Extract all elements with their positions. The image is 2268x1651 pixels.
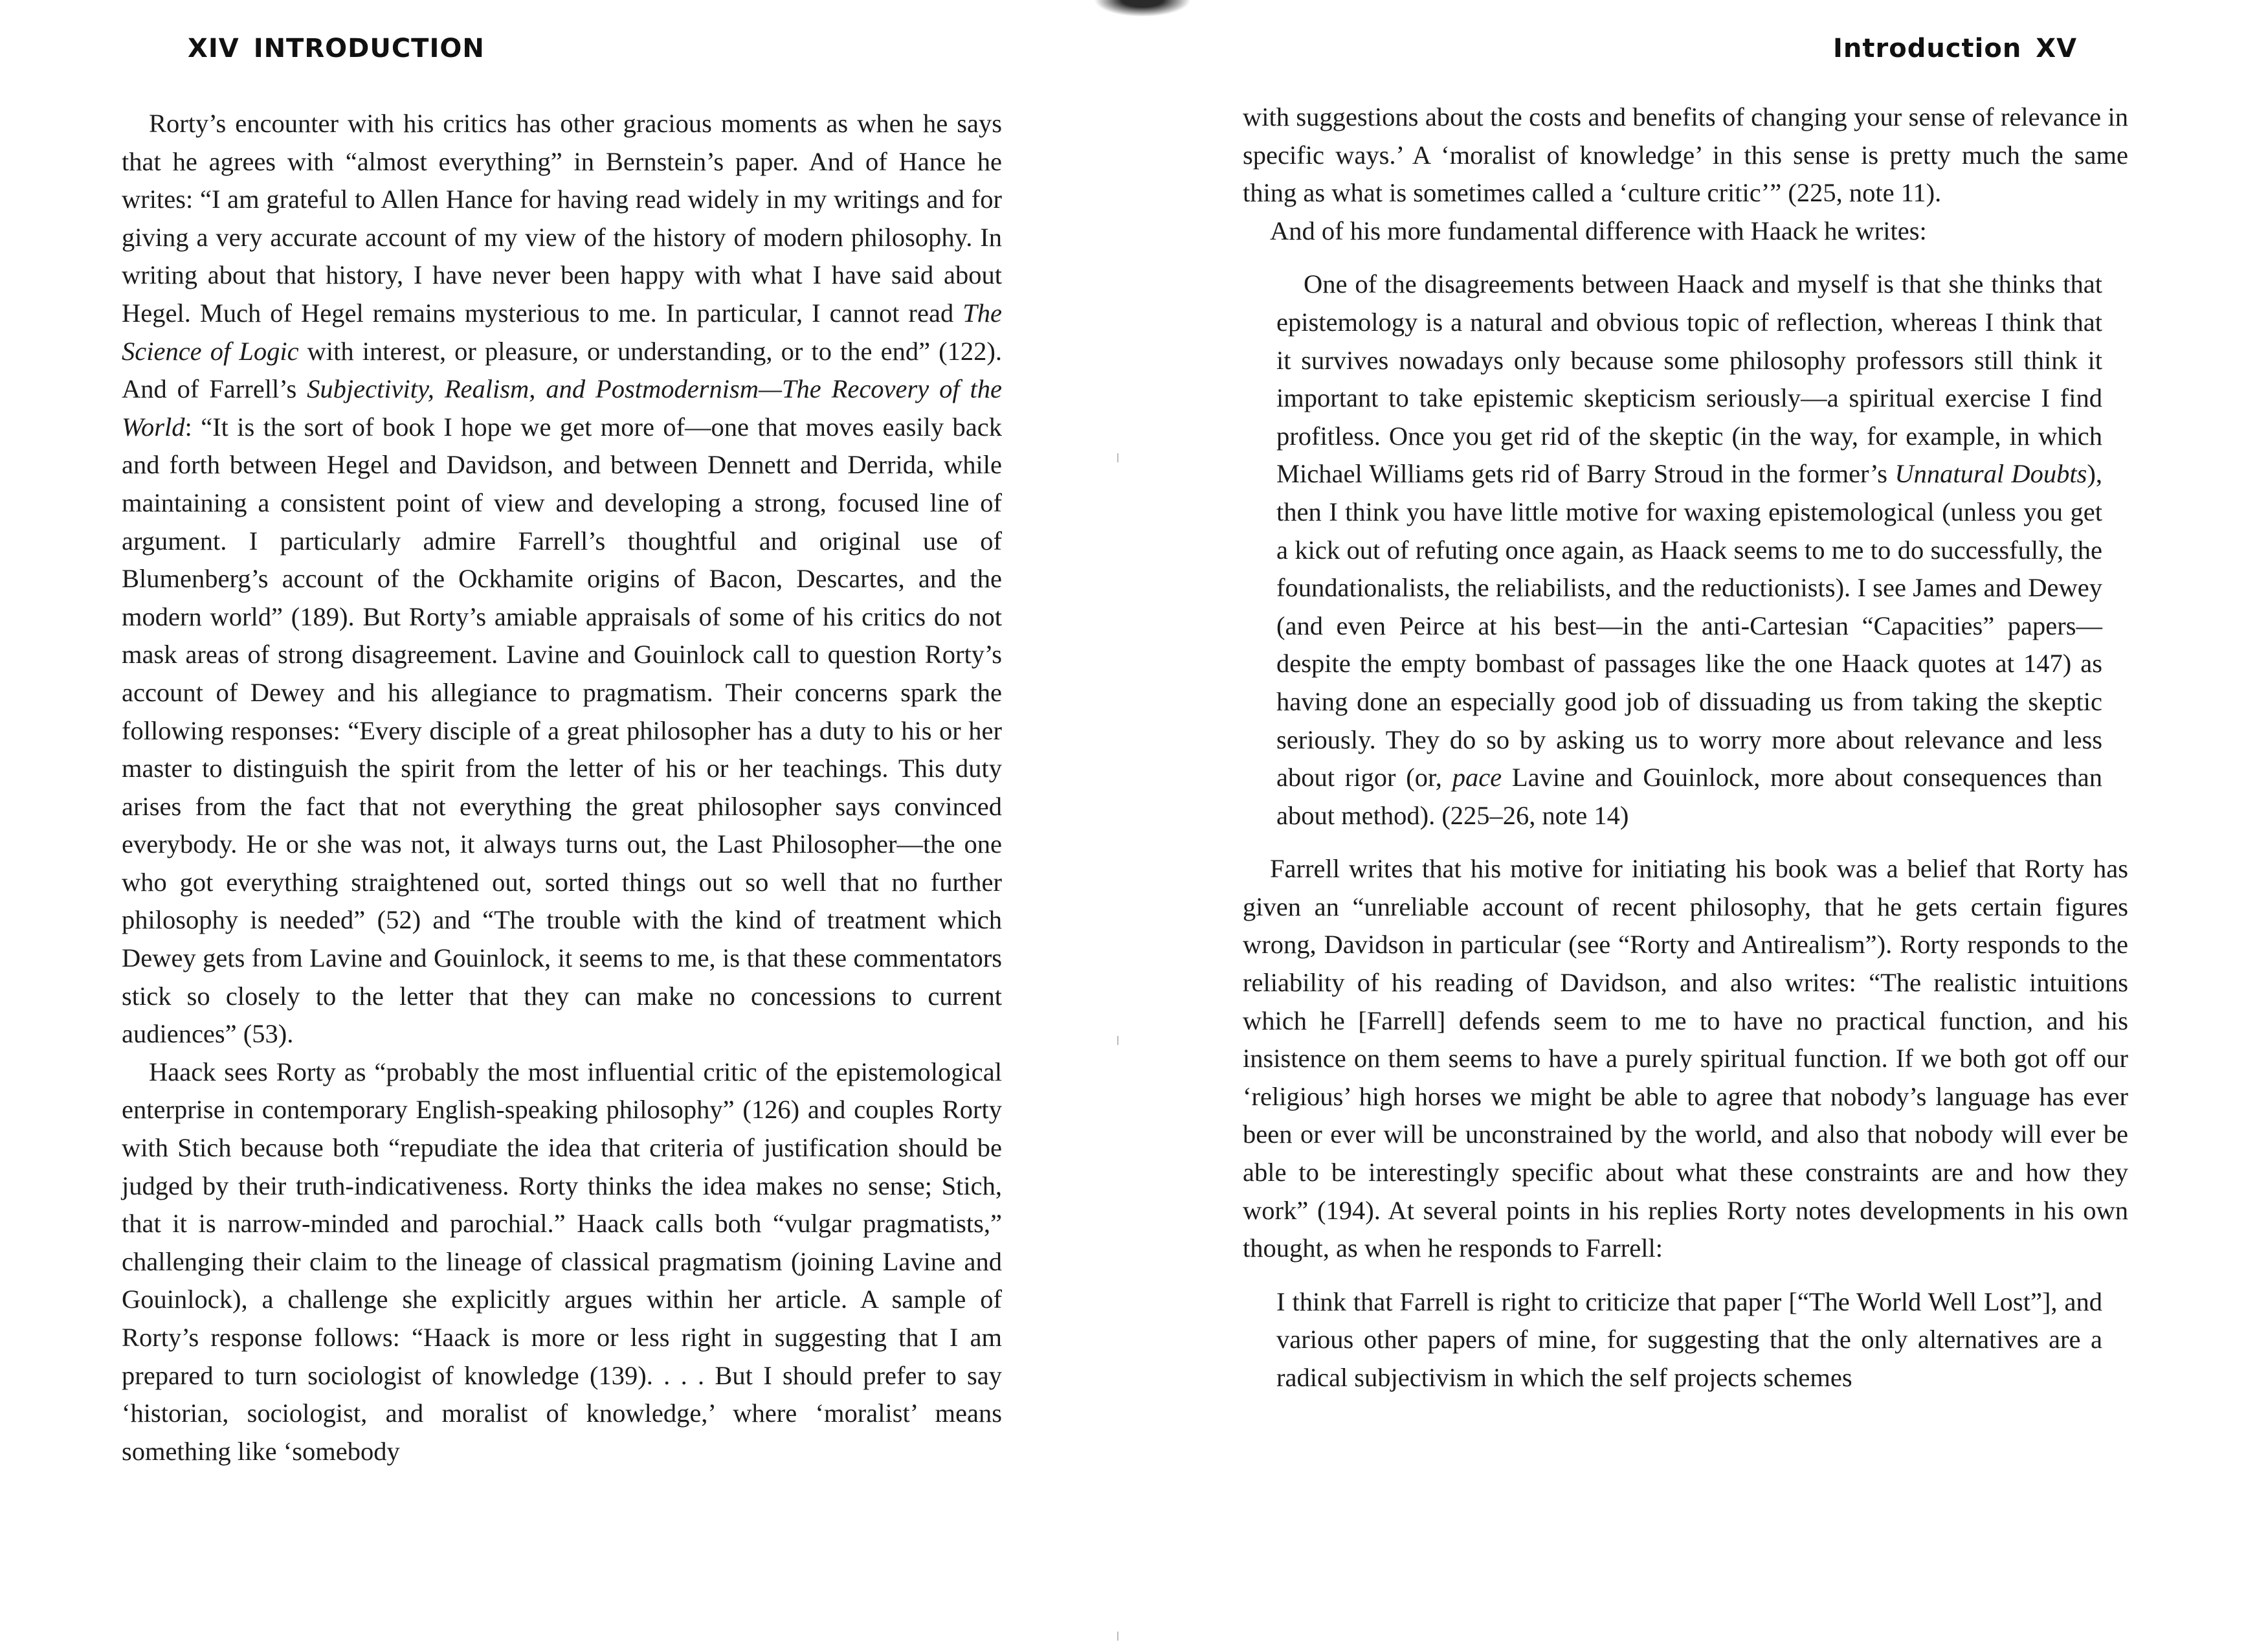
right-running-head <box>1833 34 2077 63</box>
paragraph-continuation: with suggestions about the costs and benefits of changing your sense of relevance in specific ways.’ A ‘moralist of knowledge’ in this sense is pretty much the same thing as what is sometimes called a ‘culture critic’” (225, note 11). <box>1243 102 2128 208</box>
book-title-science-of-logic: The Science of Logic <box>122 298 1002 366</box>
paragraph-farrell: Farrell writes that his motive for initiating his book was a belief that Rorty has given an “unreliable account of recent philosophy, that he gets certain figures wrong, Davidson in particular (see “Rorty and Antirealism”). Rorty responds to the reliability of his reading of Davidson, and also writes: “The realistic intuitions which he [Farrell] defends seem to me to have no practical function, and his insistence on them seems to have a purely spiritual function. If we both got off our ‘religious’ high horses we might be able to agree that nobody’s language has ever been or ever will be unconstrained by the world, and also that nobody will ever be able to be interestingly specific about what these constraints are and how they work” (194). At several points in his replies Rorty notes developments in his own thought, as when he responds to Farrell: <box>1243 854 2128 1263</box>
quote-text: One of the disagreements between Haack and myself is that she thinks that epistemology is a natural and obvious topic of reflection, whereas I think that it survives nowadays only because some philosophy professors still think it important to take epistemic skepticism seriously—a spiritual exercise I find profitless. Once you get rid of the skeptic (in the way, for example, in which Michael Williams gets rid of Barry Stroud in the former’s <box>1276 269 2102 489</box>
book-title-unnatural-doubts: Unnatural Doubts <box>1895 459 2087 489</box>
quote-text: ), then I think you have little motive for waxing epistemological (unless you get a kick out of refuting once again, as Haack seems to me to do successfully, the foundationalists, the reliabilists, and the reductionists). I see James and Dewey (and even Peirce at his best—in the anti-Cartesian “Capacities” papers—despite the empty bombast of passages like the one Haack quotes at 147) as having done an especially good job of dissuading us from taking the skeptic seriously. They do so by asking us to worry more about relevance and less about rigor (or, <box>1276 459 2102 792</box>
left-body-text <box>122 105 1002 1470</box>
left-running-head <box>188 34 485 63</box>
right-header-title: Introduction <box>1833 34 2022 63</box>
right-page <box>1134 0 2268 1651</box>
block-quote-haack <box>1276 265 2102 835</box>
paragraph-lead-in: And of his more fundamental difference with Haack he writes: <box>1270 216 1927 245</box>
paragraph-critics <box>122 105 1002 1053</box>
right-body-text <box>1243 98 2128 1413</box>
paragraph-haack: Haack sees Rorty as “probably the most influential critic of the epistemological enterprise in contemporary English-speaking philosophy” (126) and couples Rorty with Stich because both “repudiate the idea that criteria of justification should be judged by their truth-indicativeness. Rorty thinks the idea makes no sense; Stich, that it is narrow-minded and parochial.” Haack calls both “vulgar pragmatists,” challenging their claim to the lineage of classical pragmatism (joining Lavine and Gouinlock), a challenge she explicitly argues within her article. A sample of Rorty’s response follows: “Haack is more or less right in suggesting that I am prepared to turn sociologist of knowledge (139). . . . But I should prefer to say ‘historian, sociologist, and moralist of knowledge,’ where ‘moralist’ means something like ‘somebody <box>122 1057 1002 1466</box>
left-page-number: XIV <box>188 34 239 63</box>
book-title-subjectivity: Subjectivity, Realism, and Postmodernism—The Recovery of the World <box>122 374 1002 442</box>
paragraph-text: with interest, or pleasure, or understanding, or to the end” (122). And of Farrell’s <box>122 336 1002 404</box>
right-page-number: XV <box>2036 34 2078 63</box>
quote-text: Lavine and Gouinlock, more about consequences than about method). (225–26, note 14) <box>1276 763 2102 830</box>
left-header-title: INTRODUCTION <box>253 34 485 63</box>
paragraph-text: Rorty’s encounter with his critics has other gracious moments as when he says that he agrees with “almost everything” in Bernstein’s paper. And of Hance he writes: “I am grateful to Allen Hance for having read widely in my writings and for giving a very accurate account of my view of the history of modern philosophy. In writing about that history, I have never been happy with what I have said about Hegel. Much of Hegel remains mysterious to me. In particular, I cannot read <box>122 109 1002 328</box>
block-quote-farrell: I think that Farrell is right to criticize that paper [“The World Well Lost”], and various other papers of mine, for suggesting that the only alternatives are a radical subjectivism in which the self projects schemes <box>1276 1286 2102 1392</box>
italic-pace: pace <box>1452 763 1502 792</box>
paragraph-text: : “It is the sort of book I hope we get more of—one that moves easily back and forth between Hegel and Davidson, and between Dennett and Derrida, while maintaining a consistent point of view and developing a strong, focused line of argument. I particularly admire Farrell’s thoughtful and original use of Blumenberg’s account of the Ockhamite origins of Bacon, Descartes, and the modern world” (189). But Rorty’s amiable appraisals of some of his critics do not mask areas of strong disagreement. Lavine and Gouinlock call to question Rorty’s account of Dewey and his allegiance to pragmatism. Their concerns spark the following responses: “Every disciple of a great philosopher has a duty to his or her master to distinguish the spirit from the letter of his or her teachings. This duty arises from the fact that not everything the great philosopher says convinced everybody. He or she was not, it always turns out, the Last Philosopher—the one who got everything straightened out, sorted things out so well that no further philosophy is needed” (52) and “The trouble with the kind of treatment which Dewey gets from Lavine and Gouinlock, it seems to me, is that these commentators stick so closely to the letter that they can make no concessions to current audiences” (53). <box>122 412 1002 1049</box>
